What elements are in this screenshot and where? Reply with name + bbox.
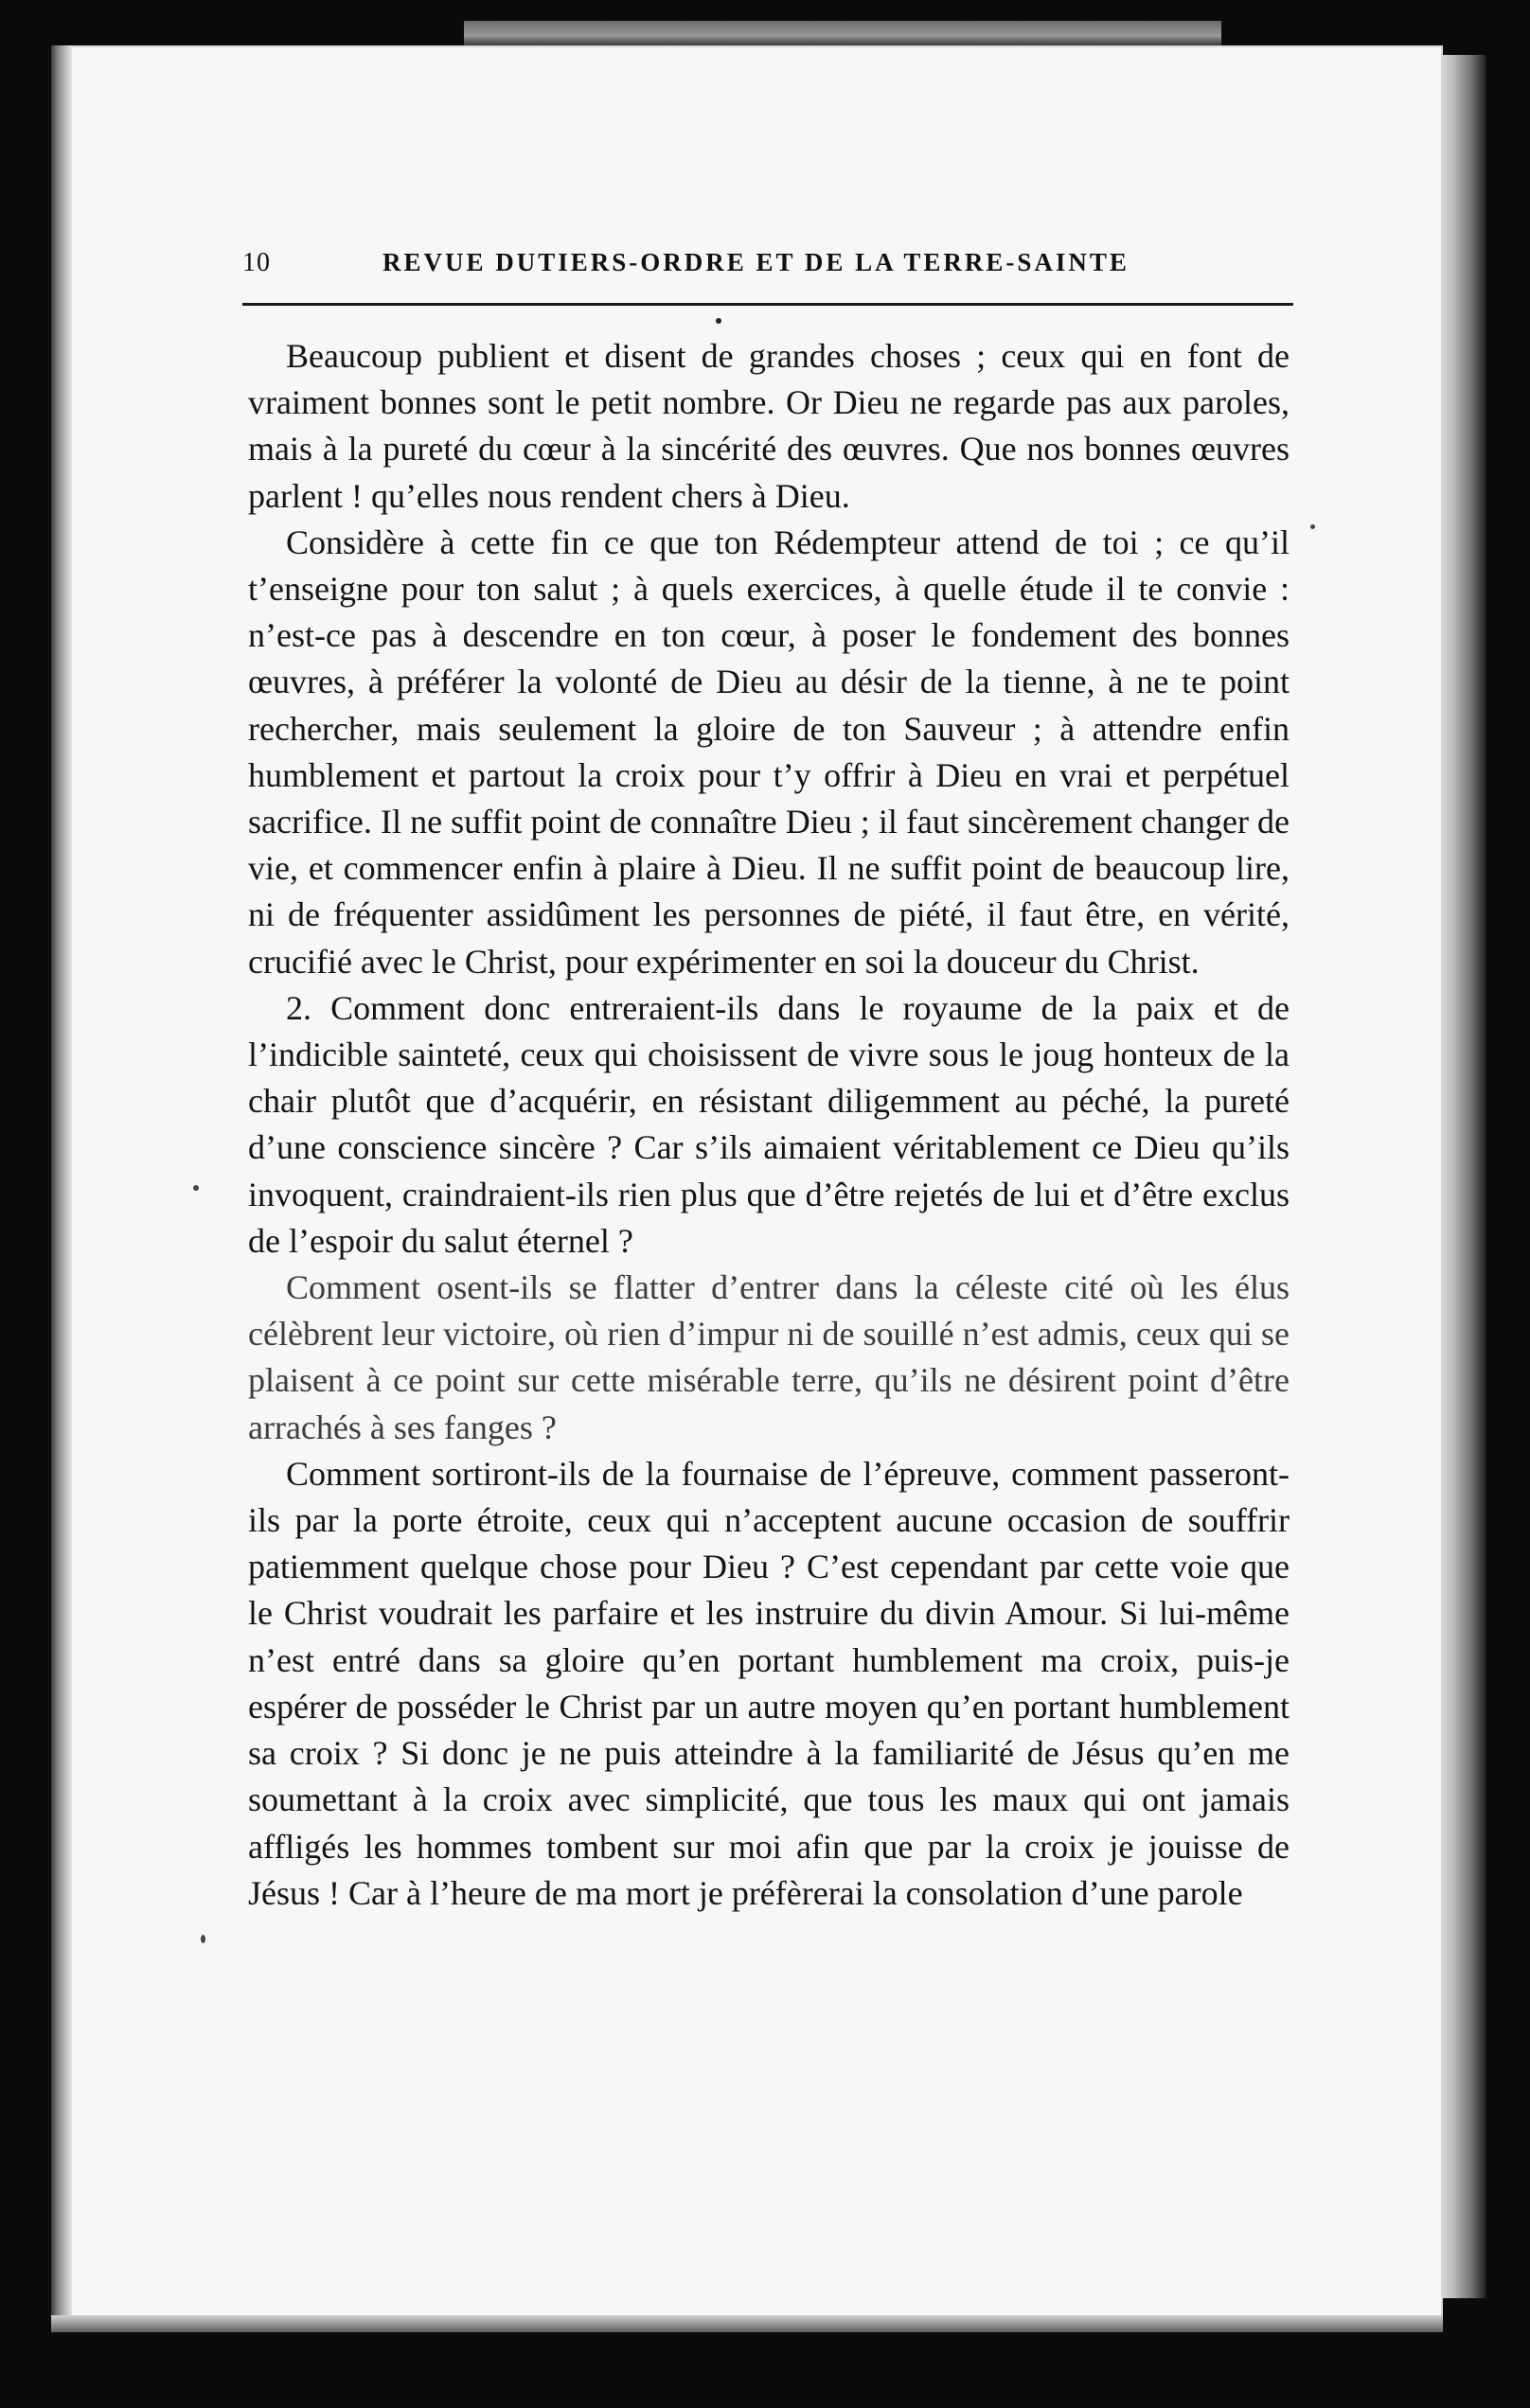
gutter-shadow (51, 45, 72, 2332)
paragraph: Comment osent-ils se flatter d’entrer dans la céleste cité où les élus célèbrent leur victoire, où rien d’impur ni de souillé n’est admis, ceux qui se plaisent à ce point sur cette misérable terre, qu’ils ne désirent point d’être arrachés à ses fanges ? (248, 1268, 1290, 1446)
paragraph: Comment sortiront-ils de la fournaise de l’épreuve, comment passeront-ils par la porte étroite, ceux qui n’acceptent aucune occasion de souffrir patiemment quelque chose pour Dieu ? C’est cependant par cette voie que le Christ voudrait les parfaire et les instruire du divin Amour. Si lui-même n’est entré dans sa gloire qu’en portant humblement ma croix, puis-je espérer de posséder le Christ par un autre moyen qu’en portant humblement sa croix ? Si donc je ne puis atteindre à la familiarité de Jésus qu’en me soumettant à la croix avec simplicité, que tous les maux qui ont jamais affligés les hommes tombent sur moi afin que par la croix je jouisse de Jésus ! Car à l’heure de ma mort je préfèrerai la consolation d’une parole (248, 1454, 1290, 1912)
scan-speck (201, 1935, 205, 1943)
bottom-edge-shadow (51, 2315, 1443, 2332)
page-header (242, 248, 1295, 286)
page-number: 10 (242, 248, 271, 277)
scan-speck (1310, 524, 1315, 529)
paragraph: Considère à cette fin ce que ton Rédempteur attend de toi ; ce qu’il t’enseigne pour ton salut ; à quels exercices, à quelle étude il te convie : n’est-ce pas à descendre en ton cœur, à poser le fondement des bonnes œuvres, à préférer la volonté de Dieu au désir de la tienne, à ne te point rechercher, mais seulement la gloire de ton Sauveur ; à attendre enfin humblement et partout la croix pour t’y offrir à Dieu en vrai et perpétuel sacrifice. Il ne suffit point de connaître Dieu ; il faut sincèrement changer de vie, et commencer enfin à plaire à Dieu. Il ne suffit point de beaucoup lire, ni de fréquenter assidûment les personnes de piété, il faut être, en vérité, crucifié avec le Christ, pour expérimenter en soi la douceur du Christ. (248, 522, 1290, 981)
header-rule (242, 303, 1293, 306)
paragraph: Beaucoup publient et disent de grandes choses ; ceux qui en font de vraiment bonnes sont le petit nombre. Or Dieu ne regarde pas aux paroles, mais à la pureté du cœur à la sincérité des œuvres. Que nos bonnes œuvres parlent ! qu’elles nous rendent chers à Dieu. (248, 337, 1290, 515)
running-title: REVUE DUTIERS-ORDRE ET DE LA TERRE-SAINTE (382, 248, 1130, 276)
header-rule-dot (716, 318, 721, 324)
scan-top-edge (464, 21, 1221, 45)
body-text (248, 333, 1290, 1917)
paragraph: 2. Comment donc entreraient-ils dans le royaume de la paix et de l’indicible sainteté, ceux qui choisissent de vivre sous le joug honteux de la chair plutôt que d’acquérir, en résistant diligemment au péché, la pureté d’une conscience sincère ? Car s’ils aimaient véritablement ce Dieu qu’ils invoquent, craindraient-ils rien plus que d’être rejetés de lui et d’être exclus de l’espoir du salut éternel ? (248, 988, 1290, 1260)
scan-speck (193, 1185, 199, 1191)
